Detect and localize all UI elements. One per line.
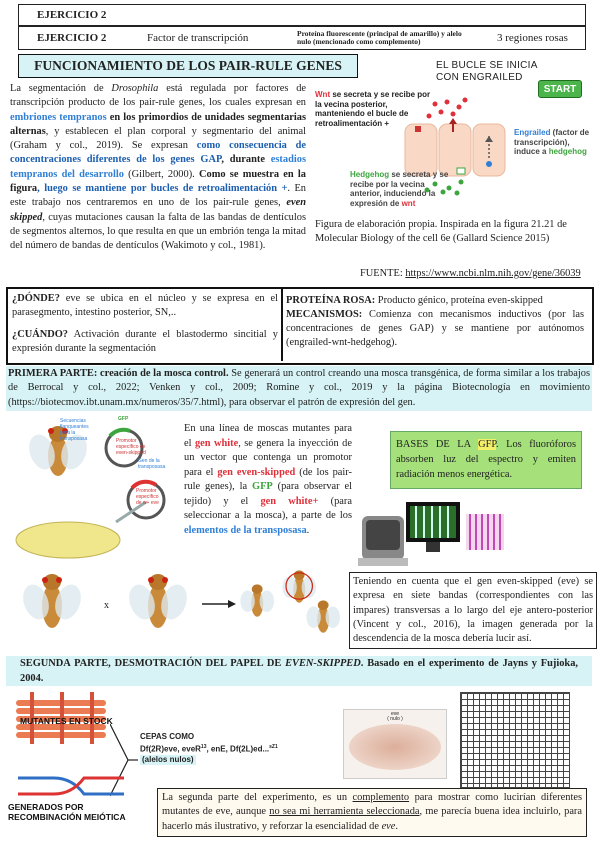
header-cell-transcription: Factor de transcripción — [147, 32, 249, 44]
strains-box: CEPAS COMO Df(2R)eve, eveR$^{13}$, enE, Df(2L)ed...$^{sZ1}$ (alelos nulos) — [140, 732, 278, 764]
mutants-stock-label: MUTANTES EN STOCK — [20, 716, 113, 726]
complement-run: . — [395, 820, 399, 832]
cross-symbol: x — [104, 600, 109, 611]
complement-run: , me parecía buena idea incluirlo, para hacerlo más ilustrativo, y reforzar la esencialidad de — [162, 806, 583, 832]
injection-run: gen even-skipped — [217, 466, 296, 478]
intro-run: La segmentación de — [10, 83, 112, 94]
intro-run: Drosophila — [111, 83, 159, 94]
section-title: FUNCIONAMIENTO DE LOS PAIR-RULE GENES — [18, 54, 358, 78]
complement-run: complemento — [352, 792, 410, 803]
injection-run: , se genera la inyección de un vector que contenga un promotor para el — [184, 437, 352, 478]
microscope-screen-illustration — [356, 494, 596, 574]
intro-run: , y establecen el plan corporal y segmentario del animal (Graham y col., 2019). Se expresan — [10, 125, 306, 152]
injection-run: elementos de la transposasa — [184, 524, 307, 536]
null-embryo-image: eve ( nulo ) — [343, 709, 447, 779]
start-badge: START — [538, 80, 582, 98]
recombination-label: GENERADOS POR RECOMBINACIÓN MEIÓTICA — [8, 802, 126, 822]
injection-run: GFP — [251, 481, 273, 492]
empty-grid — [460, 692, 570, 788]
expression-paragraph: Teniendo en cuenta que el gen even-skipped (eve) se expresa en siete bandas (correspondientes con las impares) transversas a lo largo del eje antero-posterior (Vincent y col., 2016), la imagen generada por la descendencia de la mosca debería lucir así. — [349, 572, 597, 649]
intro-run: en los primordios de unidades segmentarias alternas — [10, 111, 306, 137]
header-cell-protein: Proteína fluorescente (principal de amarillo) y alelo nulo (mencionado como complemento) — [297, 29, 462, 46]
complement-run: para mostrar como lucirían diferentes mutantes de eve, aunque — [162, 792, 582, 818]
injection-run: . — [306, 524, 310, 536]
complement-paragraph — [157, 788, 587, 837]
protein-mechanisms: PROTEÍNA ROSA: Producto génico, proteína even-skipped MECANISMOS: Comienza con mecanismos inductivos (por las concentraciones de genes GAP) y se mantiene por autónomos (engrailed-wnt-hedgehog). — [286, 295, 584, 348]
intro-run: , durante — [221, 154, 271, 166]
intro-run: . En este trabajo nos centraremos en uno de los pair-rule genes, — [10, 183, 306, 209]
injection-run: En una línea de moscas mutantes para el — [184, 423, 352, 449]
header-row-1 — [18, 4, 586, 26]
where-when: ¿DÓNDE? eve se ubica en el núcleo y se expresa en el parasegmento, intestino posterior, SN,.. ¿CUÁNDO? Activación durante el blastodermo sincitial y expresión durante la segmentación — [12, 293, 278, 354]
fly-cross-illustration — [6, 568, 346, 638]
intro-paragraph — [10, 82, 306, 254]
complement-run: no sea mi herramienta seleccionada — [269, 806, 420, 818]
intro-run: estadios tempranos del desarrollo — [10, 154, 306, 180]
wnt-description: Wnt se secreta y se recibe por la vecina posterior, manteniendo el bucle de retroalimentación + — [315, 90, 431, 128]
intro-run: está regulada por factores de transcripción producto de los pair-rule genes, los cuales expresan en — [10, 83, 307, 109]
part1-intro: PRIMERA PARTE: creación de la mosca control. Se generará un control creando una mosca transgénica, de forma similar a los trabajos de Berrocal y col., 2022; Venken y col., 2009; Romine y col., 2019 y la página Biotecnología en movimiento (https://biotecmov.ibt.unam.mx/numeros/35/7.html), para observar el patrón de expresión del gen. — [6, 366, 592, 411]
exercise-label-1: EJERCICIO 2 — [37, 9, 107, 21]
injection-run: gen white+ — [260, 495, 319, 507]
intro-run: even skipped — [10, 197, 306, 223]
engrailed-description: Engrailed (factor de transcripción), induce a hedgehog — [514, 128, 590, 156]
injection-run: (de los pair-rule genes), la — [184, 466, 353, 492]
intro-run: , luego se mantiene por bucles de retroalimentación + — [37, 183, 288, 195]
hedgehog-description: Hedgehog se secreta y se recibe por la vecina anterior, induciendo la expresión de wnt — [350, 170, 449, 208]
part2-heading: SEGUNDA PARTE, DESMOTRACIÓN DEL PAPEL DE EVEN-SKIPPED. Basado en el experimento de Jayns y Fujioka, 2004. — [6, 656, 592, 686]
figure-source: FUENTE: https://www.ncbi.nlm.nih.gov/gene/36039 — [360, 268, 581, 279]
exercise-label-2: EJERCICIO 2 — [37, 32, 107, 44]
recombination-illustration — [14, 772, 134, 802]
header-row-2 — [18, 26, 586, 50]
loop-heading: EL BUCLE SE INICIA CON ENGRAILED — [436, 60, 538, 83]
injection-run: (para seleccionar a la mosca), a parte de los — [184, 495, 352, 521]
injection-paragraph — [184, 422, 352, 538]
injection-run: (para observar el tejido) y el — [184, 481, 352, 507]
complement-run: La segunda parte del experimento, es un — [162, 792, 353, 803]
gfp-basics-text: BASES DE LA GFP. Los fluoróforos absorben luz del espectro y emiten radiación menos energética. — [396, 439, 576, 480]
intro-run: como consecuencia de concentraciones diferentes de los genes GAP — [10, 140, 306, 166]
figure-caption: Figura de elaboración propia. Inspirada en la figura 21.21 de Molecular Biology of the cell 6e (Gallard Science 2015) — [315, 219, 567, 245]
intro-run: , cuyas mutaciones causan la falta de las bandas de dentículos de segmentos alternos, lo que resulta en que un embrión tenga la mitad del número de bandas de dentículos (Wakimoto y col., 1981). — [10, 211, 306, 252]
info-divider — [281, 289, 283, 361]
intro-run: (Gilbert, 2000). — [123, 168, 199, 180]
source-link[interactable]: https://www.ncbi.nlm.nih.gov/gene/36039 — [405, 268, 581, 279]
complement-run: eve — [381, 820, 396, 832]
intro-run: embriones tempranos — [10, 111, 107, 123]
intro-run: Como se muestra en la figura — [10, 168, 307, 195]
header-cell-regions: 3 regiones rosas — [497, 32, 568, 44]
injection-run: gen white — [194, 437, 239, 449]
